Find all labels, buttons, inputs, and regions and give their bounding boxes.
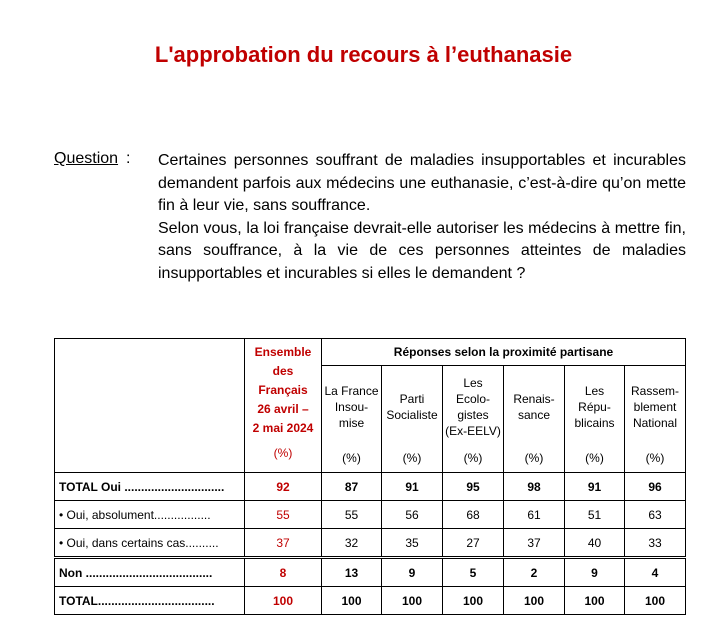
party-name-line: blement [633, 400, 677, 414]
party-header [382, 366, 443, 473]
party-value: 35 [382, 529, 443, 558]
party-value: 91 [382, 473, 443, 501]
ensemble-unit: (%) [273, 446, 293, 460]
party-name-line: National [632, 416, 677, 430]
question-colon: : [126, 150, 131, 167]
party-unit: (%) [645, 451, 665, 465]
party-value: 100 [443, 587, 504, 615]
party-value: 9 [565, 558, 625, 587]
table-row [55, 473, 686, 501]
party-header [504, 366, 565, 473]
party-name-line: mise [338, 416, 365, 430]
ensemble-value: 8 [245, 558, 322, 587]
page-title: L'approbation du recours à l’euthanasie [154, 42, 573, 67]
party-value: 87 [322, 473, 382, 501]
party-value: 13 [322, 558, 382, 587]
party-name-line: sance [517, 408, 550, 422]
party-value: 37 [504, 529, 565, 558]
party-unit: (%) [342, 451, 361, 465]
table-row [55, 501, 686, 529]
party-value: 9 [382, 558, 443, 587]
row-label: • Oui, dans certains cas.......... [55, 529, 245, 558]
party-value: 63 [625, 501, 686, 529]
party-name-line: Répu- [578, 400, 611, 414]
ensemble-header-line: des [272, 364, 294, 378]
row-label: • Oui, absolument................. [55, 501, 245, 529]
party-name [443, 368, 503, 446]
party-value: 33 [625, 529, 686, 558]
party-header [322, 366, 382, 473]
party-value: 61 [504, 501, 565, 529]
party-name-line: Les [463, 376, 483, 390]
question-paragraph-2: Selon vous, la loi française devrait-elle autoriser les médecins à mettre fin, sans souffrance, à la vie de ces personnes atteintes de maladies insupportables et incurables si elles le demandent ? [158, 219, 686, 282]
party-value: 2 [504, 558, 565, 587]
party-value: 100 [504, 587, 565, 615]
party-value: 100 [382, 587, 443, 615]
table-body [55, 473, 686, 615]
corner-cell [55, 339, 245, 473]
ensemble-header-line: 26 avril – [257, 402, 309, 416]
table-row [55, 529, 686, 558]
party-unit: (%) [463, 451, 483, 465]
results-table [54, 338, 686, 615]
party-name [625, 368, 685, 446]
question-label: Question [54, 150, 119, 167]
party-value: 98 [504, 473, 565, 501]
group-header: Réponses selon la proximité partisane [322, 339, 686, 366]
party-value: 51 [565, 501, 625, 529]
party-name-line: blicains [574, 416, 615, 430]
party-header [565, 366, 625, 473]
party-name [565, 368, 624, 446]
party-name [322, 368, 381, 446]
party-name-line: La France [324, 384, 379, 398]
party-value: 5 [443, 558, 504, 587]
party-name-line: Les [584, 384, 605, 398]
party-value: 95 [443, 473, 504, 501]
party-value: 100 [625, 587, 686, 615]
party-unit: (%) [585, 451, 604, 465]
question-text [158, 150, 686, 285]
party-name-line: Rassem- [630, 384, 679, 398]
party-unit: (%) [402, 451, 422, 465]
party-value: 4 [625, 558, 686, 587]
party-value: 100 [565, 587, 625, 615]
party-name-line: Socialiste [386, 408, 438, 422]
party-value: 91 [565, 473, 625, 501]
party-value: 68 [443, 501, 504, 529]
ensemble-value: 55 [245, 501, 322, 529]
row-label: Non ...................................... [55, 558, 245, 587]
ensemble-value: 37 [245, 529, 322, 558]
party-name [382, 368, 442, 446]
ensemble-header-line: 2 mai 2024 [252, 421, 314, 435]
party-name-line: Parti [399, 392, 425, 406]
party-value: 56 [382, 501, 443, 529]
row-label: TOTAL................................... [55, 587, 245, 615]
party-value: 32 [322, 529, 382, 558]
party-value: 100 [322, 587, 382, 615]
table-row [55, 587, 686, 615]
row-label: TOTAL Oui .............................. [55, 473, 245, 501]
party-header [625, 366, 686, 473]
party-name-line: Insou- [334, 400, 369, 414]
party-value: 55 [322, 501, 382, 529]
party-value: 40 [565, 529, 625, 558]
party-value: 27 [443, 529, 504, 558]
party-name-line: Renais- [513, 392, 555, 406]
ensemble-value: 92 [245, 473, 322, 501]
party-name-line: (Ex-EELV) [445, 424, 501, 438]
party-unit: (%) [524, 451, 544, 465]
table-row [55, 558, 686, 587]
ensemble-header-line: Français [258, 383, 308, 397]
party-value: 96 [625, 473, 686, 501]
ensemble-header [245, 339, 322, 473]
party-name-line: gistes [457, 408, 489, 422]
ensemble-value: 100 [245, 587, 322, 615]
party-header [443, 366, 504, 473]
party-name [504, 368, 564, 446]
party-name-line: Ecolo- [455, 392, 490, 406]
ensemble-header-line: Ensemble [254, 345, 312, 359]
question-paragraph-1: Certaines personnes souffrant de maladies insupportables et incurables demandent parfois aux médecins une euthanasie, c’est-à-dire qu’on mette fin à leur vie, sans souffrance. [158, 152, 686, 214]
